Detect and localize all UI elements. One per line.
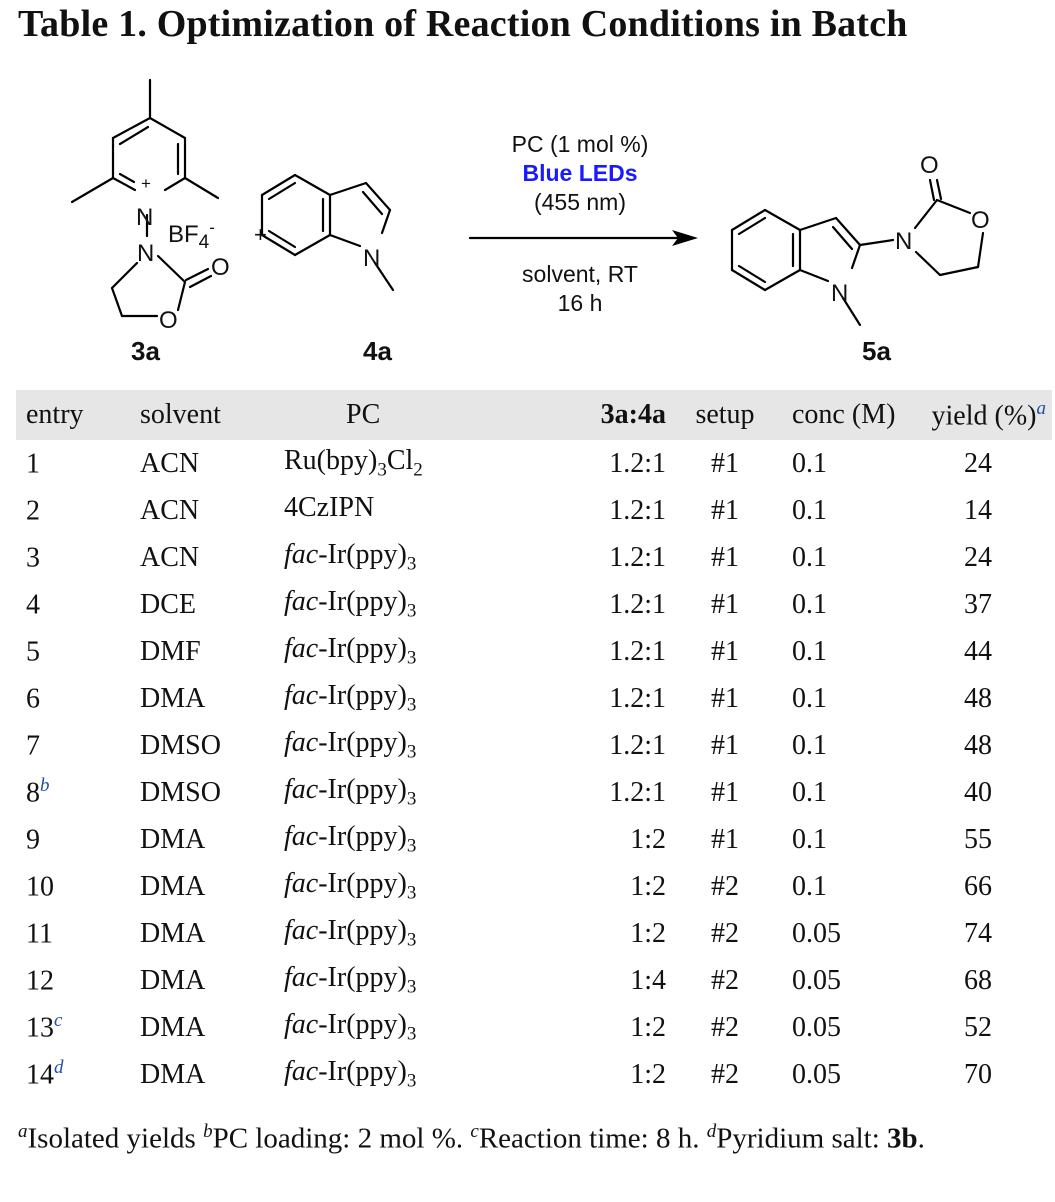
cell-entry: 6 (26, 683, 40, 715)
cell-entry: 1 (26, 448, 40, 480)
product-oxazolidinone-n-atom: N (895, 228, 913, 255)
reaction-scheme (0, 70, 1055, 380)
cell-setup: #1 (711, 823, 739, 855)
cell-ratio: 1.2:1 (609, 776, 666, 808)
optimization-table (16, 390, 1052, 1098)
cell-conc: 0.05 (792, 917, 841, 949)
pyridinium-n-atom: N (136, 204, 154, 231)
table-row (16, 910, 1052, 957)
cell-solvent: DMA (140, 823, 206, 855)
cell-solvent: ACN (140, 494, 200, 526)
cell-yield: 24 (964, 541, 992, 573)
table-row (16, 440, 1052, 487)
compound-label-5a: 5a (862, 336, 891, 366)
cell-ratio: 1.2:1 (609, 588, 666, 620)
cell-conc: 0.1 (792, 494, 827, 526)
cell-setup: #2 (711, 1011, 739, 1043)
table-row (16, 581, 1052, 628)
plus-sign: + (254, 222, 267, 247)
cell-ratio: 1.2:1 (609, 447, 666, 479)
carbonyl-o-atom: O (211, 254, 230, 281)
cell-conc: 0.1 (792, 635, 827, 667)
table-footnotes: $^a$Isolated yields $^b$PC loading: 2 mol %. $^c$Reaction time: 8 h. $^d$Pyridium salt: 3b. (18, 1121, 925, 1155)
oxazolidinone-n-atom: N (137, 240, 155, 267)
header-ratio: 3a:4a (600, 399, 666, 430)
cell-yield: 48 (964, 682, 992, 714)
cell-entry: 10 (26, 871, 54, 903)
indole-n-atom: N (363, 245, 381, 272)
cell-entry: 11 (26, 918, 53, 950)
cell-conc: 0.05 (792, 964, 841, 996)
cell-conc: 0.1 (792, 447, 827, 479)
cell-pc: fac-$Ir(ppy)_3$ (284, 1009, 417, 1045)
cell-entry: 13$^c$ (26, 1010, 63, 1044)
cell-yield: 52 (964, 1011, 992, 1043)
table-row (16, 957, 1052, 1004)
table-row (16, 816, 1052, 863)
cell-yield: 74 (964, 917, 992, 949)
cell-setup: #1 (711, 776, 739, 808)
cell-entry: 9 (26, 824, 40, 856)
cell-solvent: DMA (140, 1058, 206, 1090)
cell-conc: 0.1 (792, 588, 827, 620)
cation-charge: + (141, 174, 151, 193)
cell-solvent: DMA (140, 917, 206, 949)
product-structure (732, 180, 983, 325)
cell-solvent: DCE (140, 588, 196, 620)
conditions-below-arrow: solvent, RT 16 h (522, 261, 638, 316)
cell-yield: 48 (964, 729, 992, 761)
cell-ratio: 1:2 (630, 823, 666, 855)
table-row (16, 722, 1052, 769)
cell-setup: #2 (711, 964, 739, 996)
table-body (16, 440, 1052, 1098)
cell-conc: 0.05 (792, 1011, 841, 1043)
header-yield: yield (%)$^a$ (931, 397, 1046, 432)
cell-conc: 0.1 (792, 682, 827, 714)
compound-label-3a: 3a (131, 336, 160, 366)
cell-ratio: 1.2:1 (609, 635, 666, 667)
cell-pc: fac-$Ir(ppy)_3$ (284, 868, 417, 904)
pyridinium-structure (72, 80, 218, 316)
cell-conc: 0.1 (792, 729, 827, 761)
cell-conc: 0.1 (792, 823, 827, 855)
product-indole-n-atom: N (831, 280, 849, 307)
cell-pc: fac-$Ir(ppy)_3$ (284, 539, 417, 575)
cell-solvent: DMF (140, 635, 201, 667)
cell-pc: fac-$Ir(ppy)_3$ (284, 680, 417, 716)
cell-entry: 14$^d$ (26, 1057, 64, 1091)
cell-setup: #2 (711, 870, 739, 902)
cell-solvent: ACN (140, 447, 200, 479)
cell-setup: #1 (711, 635, 739, 667)
cell-pc: fac-$Ir(ppy)_3$ (284, 1056, 417, 1092)
table-row (16, 769, 1052, 816)
cell-setup: #2 (711, 1058, 739, 1090)
cell-yield: 14 (964, 494, 992, 526)
cell-entry: 2 (26, 495, 40, 527)
cell-entry: 12 (26, 965, 54, 997)
cell-entry: 7 (26, 730, 40, 762)
cell-yield: 24 (964, 447, 992, 479)
cell-yield: 37 (964, 588, 992, 620)
cell-yield: 44 (964, 635, 992, 667)
product-ring-o-atom: O (971, 207, 990, 234)
table-row (16, 1051, 1052, 1098)
header-setup: setup (695, 399, 755, 430)
cell-pc: $Ru(bpy)_3Cl_2$ (284, 445, 423, 481)
table-row (16, 1004, 1052, 1051)
cell-ratio: 1:2 (630, 870, 666, 902)
cell-pc: fac-$Ir(ppy)_3$ (284, 633, 417, 669)
cell-pc: fac-$Ir(ppy)_3$ (284, 915, 417, 951)
arrow (470, 230, 698, 246)
cell-pc: fac-$Ir(ppy)_3$ (284, 727, 417, 763)
compound-label-4a: 4a (363, 336, 392, 366)
product-carbonyl-o-atom: O (920, 152, 939, 179)
table-header-row (16, 390, 1052, 440)
cell-setup: #1 (711, 588, 739, 620)
cell-solvent: DMSO (140, 729, 221, 761)
cell-solvent: DMA (140, 1011, 206, 1043)
cell-setup: #1 (711, 447, 739, 479)
cell-setup: #1 (711, 494, 739, 526)
table-row (16, 863, 1052, 910)
cell-conc: 0.05 (792, 1058, 841, 1090)
cell-pc: fac-$Ir(ppy)_3$ (284, 774, 417, 810)
header-entry: entry (26, 399, 84, 430)
cell-ratio: 1:2 (630, 1058, 666, 1090)
cell-ratio: 1.2:1 (609, 729, 666, 761)
cell-setup: #1 (711, 729, 739, 761)
cell-yield: 55 (964, 823, 992, 855)
header-conc: conc (M) (792, 399, 896, 430)
cell-yield: 68 (964, 964, 992, 996)
table-row (16, 534, 1052, 581)
cell-solvent: DMSO (140, 776, 221, 808)
cell-ratio: 1:2 (630, 917, 666, 949)
cell-setup: #2 (711, 917, 739, 949)
cell-solvent: ACN (140, 541, 200, 573)
cell-entry: 8$^b$ (26, 775, 50, 809)
cell-solvent: DMA (140, 964, 206, 996)
header-pc: PC (346, 399, 381, 430)
oxazolidinone-ring-o-atom: O (159, 307, 178, 334)
cell-pc: 4CzIPN (284, 492, 375, 524)
cell-solvent: DMA (140, 870, 206, 902)
cell-entry: 5 (26, 636, 40, 668)
cell-conc: 0.1 (792, 541, 827, 573)
cell-ratio: 1:4 (630, 964, 666, 996)
cell-setup: #1 (711, 682, 739, 714)
cell-entry: 3 (26, 542, 40, 574)
header-solvent: solvent (140, 399, 221, 430)
conditions-above-arrow: PC (1 mol %) Blue LEDs (455 nm) (511, 131, 649, 215)
cell-pc: fac-$Ir(ppy)_3$ (284, 586, 417, 622)
cell-entry: 4 (26, 589, 40, 621)
cell-ratio: 1.2:1 (609, 494, 666, 526)
cell-conc: 0.1 (792, 776, 827, 808)
table-row (16, 628, 1052, 675)
cell-solvent: DMA (140, 682, 206, 714)
table-row (16, 487, 1052, 534)
cell-yield: 66 (964, 870, 992, 902)
cell-pc: fac-$Ir(ppy)_3$ (284, 962, 417, 998)
cell-ratio: 1:2 (630, 1011, 666, 1043)
table-title: Table 1. Optimization of Reaction Conditions in Batch (18, 3, 908, 45)
table-row (16, 675, 1052, 722)
cell-yield: 40 (964, 776, 992, 808)
cell-conc: 0.1 (792, 870, 827, 902)
counterion-bf4: $BF_4^-$ (168, 218, 215, 253)
cell-ratio: 1.2:1 (609, 541, 666, 573)
cell-pc: fac-$Ir(ppy)_3$ (284, 821, 417, 857)
cell-ratio: 1.2:1 (609, 682, 666, 714)
cell-yield: 70 (964, 1058, 992, 1090)
cell-setup: #1 (711, 541, 739, 573)
